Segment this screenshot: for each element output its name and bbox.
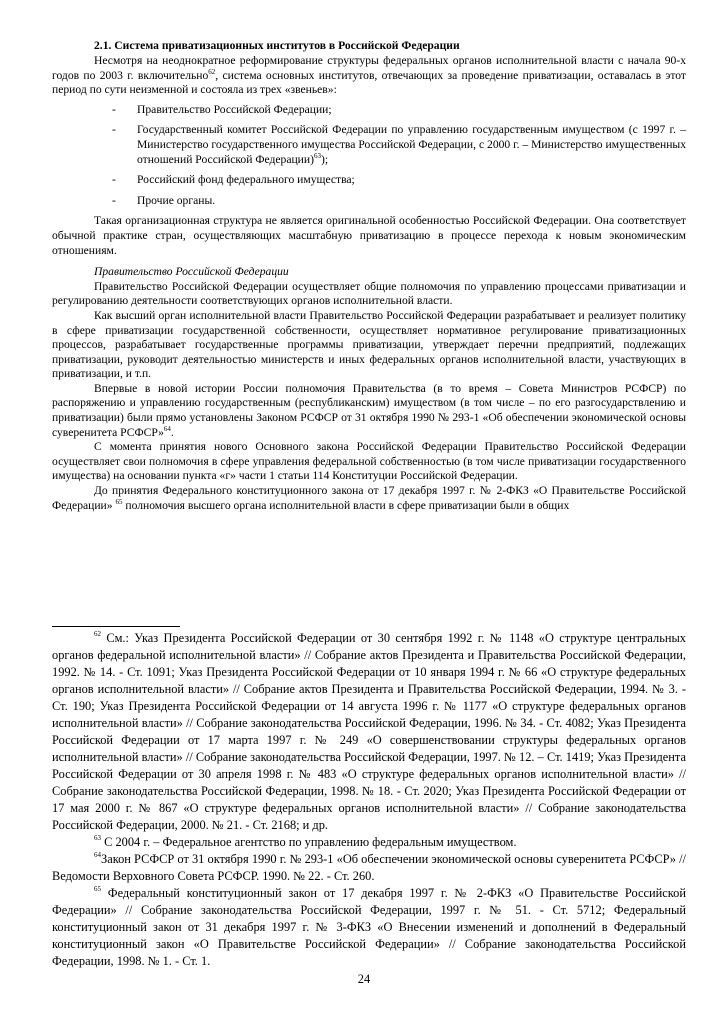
footnote-number: 62	[94, 630, 101, 638]
intro-text: Несмотря на неоднократное реформирование структуры федеральных органов исполнительной власти с начала 90-х годов по 2003 г. включительно	[52, 54, 686, 82]
footnote-ref-63[interactable]: 63	[313, 151, 321, 160]
footnote-64	[52, 851, 686, 885]
list-item-text: Российский фонд федерального имущества;	[137, 173, 355, 187]
footnotes	[52, 630, 686, 970]
paragraph-text: Впервые в новой истории России полномочия Правительства (в то время – Совета Министров РСФСР) по распоряжению и управлению государственным (республиканским) имуществом (в том числе – по его разгосударствлению и приватизации) были прямо установлены Законом РСФСР от 31 октября 1990 № 293-1 «Об обеспечении экономической основы суверенитета РСФСР»	[52, 381, 686, 439]
list-item	[52, 194, 686, 209]
intro-text-end: , система основных институтов, отвечающих за проведение приватизации, оставалась в этот период по сути неизменной и состояла из трех «звеньев»:	[52, 68, 686, 97]
list-item-text: Правительство Российской Федерации;	[137, 102, 332, 116]
structure-paragraph: Такая организационная структура не является оригинальной особенностью Российской Федерации. Она соответствует обычной практике стран, осуществляющих масштабную приватизацию в процессе перехода к новым экономическим отношениям.	[52, 214, 686, 257]
paragraph-text: До принятия Федерального конституционного закона от 17 декабря 1997 г. № 2-ФКЗ «О Правительстве Российской Федерации»	[52, 484, 686, 512]
footnote-ref-64[interactable]: 64	[163, 424, 171, 433]
page-number: 24	[357, 972, 371, 986]
section-heading: 2.1. Система приватизационных институтов в Российской Федерации	[94, 39, 460, 52]
list-item	[52, 123, 686, 167]
government-paragraph-4: С момента принятия нового Основного закона Российской Федерации Правительство Российской Федерации осуществляет свои полномочия в сфере управления федеральной собственностью (в том числе приватизации государственного имущества) на основании пункта «г» части 1 статьи 114 Конституции Российской Федерации.	[52, 440, 686, 483]
main-text	[52, 38, 686, 513]
footnote-text: Закон РСФСР от 31 октября 1990 г. № 293-1 «Об обеспечении экономической основы суверенитета РСФСР» // Ведомости Верховного Совета РСФСР. 1990. № 22. - Ст. 260.	[52, 852, 686, 883]
dash-marker: -	[112, 193, 116, 207]
footnote-text: См.: Указ Президента Российской Федерации от 30 сентября 1992 г. № 1148 «О структуре центральных органов федеральной исполнительной власти» // Собрание актов Президента и Правительства Российской Федерации, 1992. № 14. - Ст. 1091; Указ Президента Российской Федерации от 10 января 1994 г. № 66 «О структуре федеральных органов исполнительной власти» // Собрание актов Президента и Правительства Российской Федерации, 1994. № 3. - Ст. 190; Указ Президента Российской Федерации от 14 августа 1996 г. № 1177 «О структуре федеральных органов исполнительной власти» // Собрание законодательства Российской Федерации, 1996. № 34. - Ст. 4082; Указ Президента Российской Федерации от 17 марта 1997 г. № 249 «О совершенствовании структуры федеральных органов исполнительной власти» // Собрание законодательства Российской Федерации, 1997. № 12. – Ст. 1419; Указ Президента Российской Федерации от 30 апреля 1998 г. № 483 «О структуре федеральных органов исполнительной власти» // Собрание законодательства Российской Федерации, 1998. № 18. - Ст. 2020; Указ Президента Российской Федерации от 17 мая 2000 г. № 867 «О структуре федеральных органов исполнительной власти» // Собрание законодательства Российской Федерации, 2000. № 21. - Ст. 2168; и др.	[52, 631, 686, 832]
paragraph-text-end: полномочия высшего органа исполнительной власти в сфере приватизации были в общих	[122, 498, 570, 512]
footnote-text: Федеральный конституционный закон от 17 декабря 1997 г. № 2-ФКЗ «О Правительстве Российской Федерации» // Собрание законодательства Российской Федерации, 1997 г. № 51. - Ст. 5712; Федеральный конституционный закон от 31 декабря 1997 г. № 3-ФКЗ «О Внесении изменений и дополнений в Федеральный конституционный закон «О Правительстве Российской Федерации» // Собрание законодательства Российской Федерации, 1998. № 1. - Ст. 1.	[52, 886, 686, 968]
government-paragraph-2: Как высший орган исполнительной власти Правительство Российской Федерации разрабатывает и реализует политику в сфере приватизации государственной собственности, осуществляет нормативное регулирование приватизационных процессов, разрабатывает государственные программы приватизации, утверждает перечни предприятий, подлежащих приватизации, руководит деятельностью министерств и иных федеральных органов исполнительной власти, участвующих в приватизации, и т.п.	[52, 308, 686, 381]
dash-marker: -	[112, 102, 116, 116]
list-item	[52, 103, 686, 118]
footnote-number: 63	[94, 834, 101, 842]
subsection-title: Правительство Российской Федерации	[94, 265, 289, 279]
institutions-list	[52, 103, 686, 209]
footnote-number: 65	[94, 885, 101, 893]
footnote-text: С 2004 г. – Федеральное агентство по управлению федеральным имуществом.	[101, 835, 517, 849]
footnote-65	[52, 885, 686, 970]
footnote-63	[52, 834, 686, 851]
government-paragraph-3	[52, 382, 686, 440]
dash-marker: -	[112, 123, 116, 137]
list-item-text: Государственный комитет Российской Федерации по управлению государственным имуществом (с 1997 г. – Министерство государственного имущества Российской Федерации, с 2000 г. – Министерство имущественных отношений Российской Федерации)	[137, 123, 686, 166]
intro-paragraph	[52, 54, 686, 98]
paragraph-text-end: .	[170, 425, 174, 439]
footnote-separator	[52, 626, 180, 627]
footnote-62	[52, 630, 686, 834]
list-item-text: Прочие органы.	[137, 193, 216, 207]
footnote-number: 64	[94, 851, 101, 859]
government-paragraph-1: Правительство Российской Федерации осуществляет общие полномочия по управлению процессами приватизации и регулированию деятельности соответствующих органов исполнительной власти.	[52, 279, 686, 308]
government-paragraph-5	[52, 484, 686, 513]
list-item-text-end: );	[320, 152, 329, 166]
footnote-ref-62[interactable]: 62	[208, 67, 216, 76]
dash-marker: -	[112, 173, 116, 187]
footnote-ref-65[interactable]: 65	[115, 497, 123, 506]
list-item	[52, 173, 686, 188]
